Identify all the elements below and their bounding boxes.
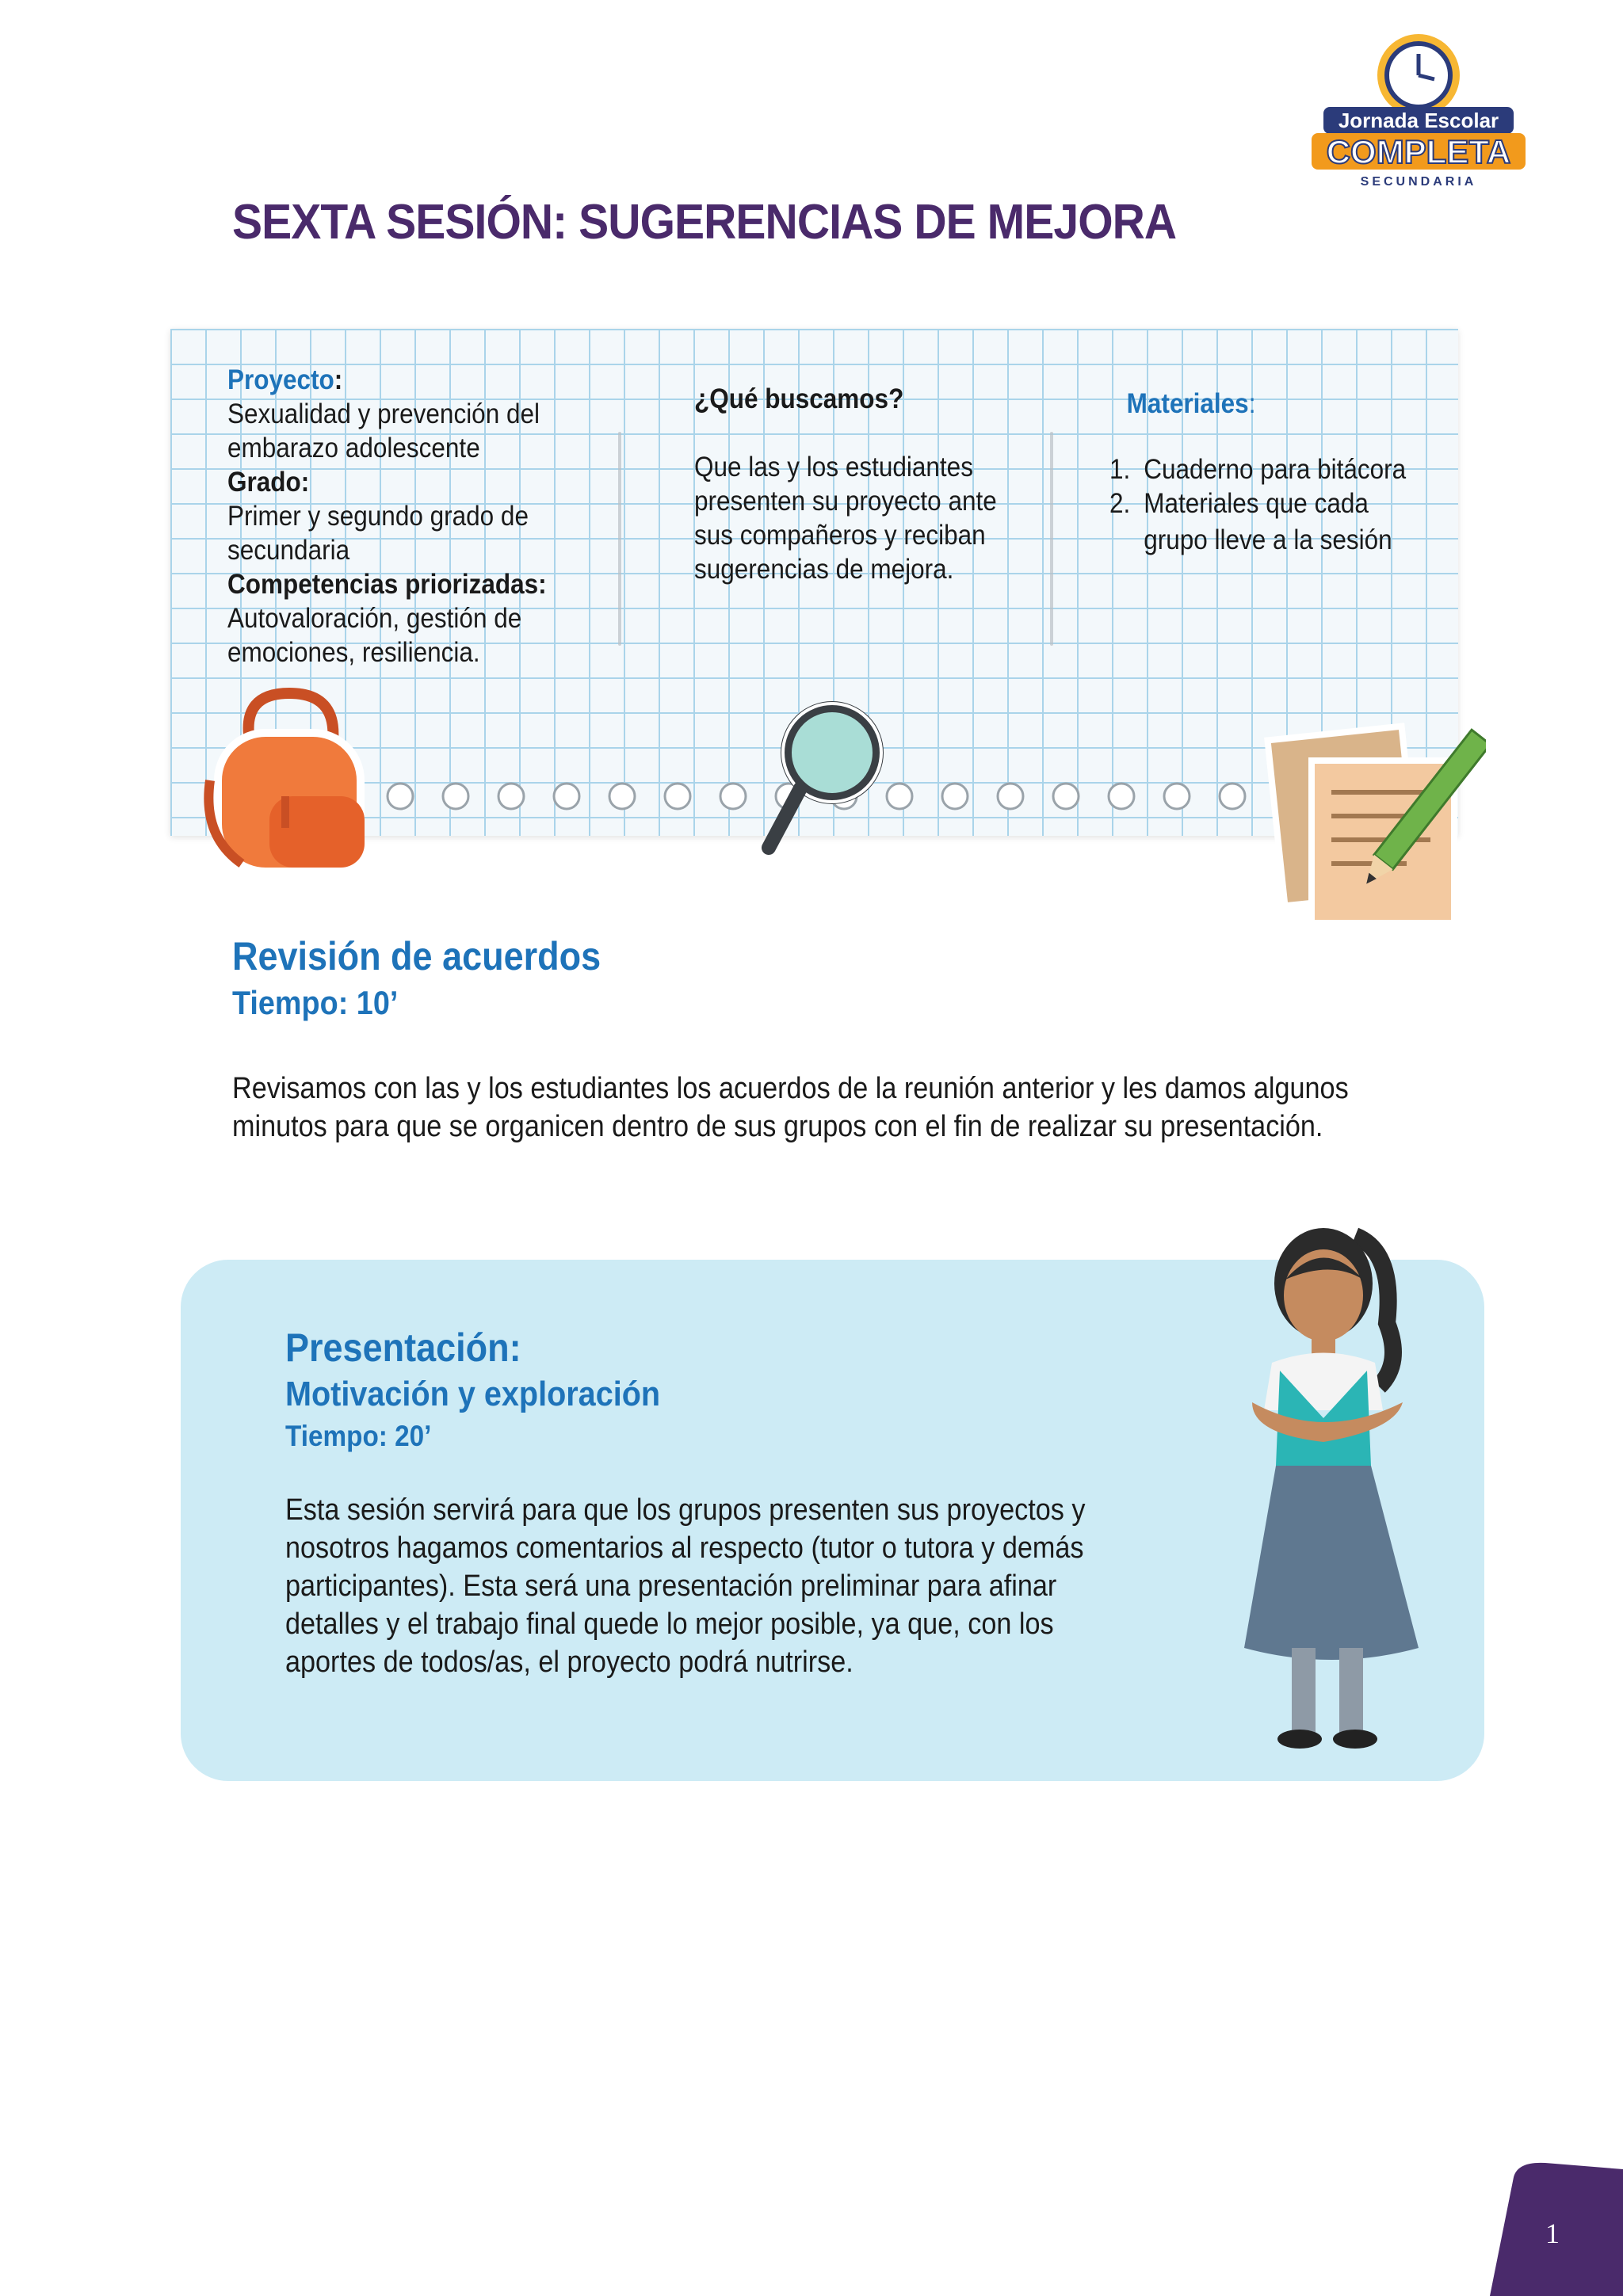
proyecto-label: Proyecto [227,364,334,395]
column-divider [1050,432,1053,646]
materiales-column: Materiales: 1. Cuaderno para bitácora 2. Materiales que cada grupo lleve a la sesión [1109,387,1406,560]
materiales-list [1109,452,1406,560]
papers-pencil-icon [1264,717,1486,931]
page-title: SEXTA SESIÓN: SUGERENCIAS DE MEJORA [232,195,1177,250]
buscamos-value-line: presenten su proyecto ante [694,486,997,517]
column-divider [618,432,621,646]
section-subtitle-motivacion: Motivación y exploración [285,1375,661,1413]
backpack-icon [194,677,392,883]
body-line: Revisamos con las y los estudiantes los acuerdos de la reunión anterior y les damos algunos [232,1072,1349,1105]
grado-value-line: secundaria [227,535,350,566]
body-line: participantes). Esta será una presentación preliminar para afinar [285,1569,1057,1603]
body-line: Esta sesión servirá para que los grupos presenten sus proyectos y [285,1493,1086,1527]
magnifier-icon [753,697,896,864]
buscamos-value-line: sugerencias de mejora. [694,554,954,585]
grado-value-line: Primer y segundo grado de [227,501,529,532]
body-line: detalles y el trabajo final quede lo mejor posible, ya que, con los [285,1608,1054,1641]
section-title-revision: Revisión de acuerdos [232,934,601,978]
materiales-label: Materiales [1126,388,1249,419]
section-time-presentacion: Tiempo: 20’ [285,1420,432,1452]
proyecto-value-line: embarazo adolescente [227,433,480,463]
project-info-column: Proyecto: Sexualidad y prevención del embarazo adolescente Grado: Primer y segundo grado de secundaria Competencias priorizadas: Autovaloración, gestión de emociones, resiliencia. [227,364,547,668]
proyecto-value-line: Sexualidad y prevención del [227,399,540,429]
competencias-label: Competencias priorizadas: [227,569,547,600]
body-line: minutos para que se organicen dentro de sus grupos con el fin de realizar su presentación. [232,1110,1323,1143]
buscamos-value-line: Que las y los estudiantes [694,452,973,482]
buscamos-column [694,382,997,586]
section-time-revision: Tiempo: 10’ [232,984,399,1021]
list-item: 1. Cuaderno para bitácora [1109,454,1407,485]
competencias-value-line: emociones, resiliencia. [227,637,480,668]
buscamos-label: ¿Qué buscamos? [694,383,904,414]
body-line: nosotros hagamos comentarios al respecto (tutor o tutora y demás [285,1531,1084,1565]
jornada-escolar-completa-logo [1300,32,1537,190]
student-girl-illustration [1236,1204,1426,1751]
competencias-value-line: Autovaloración, gestión de [227,603,522,634]
section-body-presentacion [285,1491,1086,1681]
list-item: 2. Materiales que cada grupo lleve a la sesión [1109,488,1392,555]
logo-line3: SECUNDARIA [1360,175,1477,189]
buscamos-value-line: sus compañeros y reciban [694,520,986,551]
grado-label: Grado: [227,467,310,498]
section-title-presentacion: Presentación: [285,1325,521,1370]
logo-line1: Jornada Escolar [1338,109,1499,132]
sun-clock-icon [1377,34,1460,116]
page-number: 1 [1545,2218,1560,2249]
logo-line2: COMPLETA [1326,133,1511,170]
body-line: aportes de todos/as, el proyecto podrá nutrirse. [285,1646,854,1679]
section-body-revision [232,1070,1349,1146]
